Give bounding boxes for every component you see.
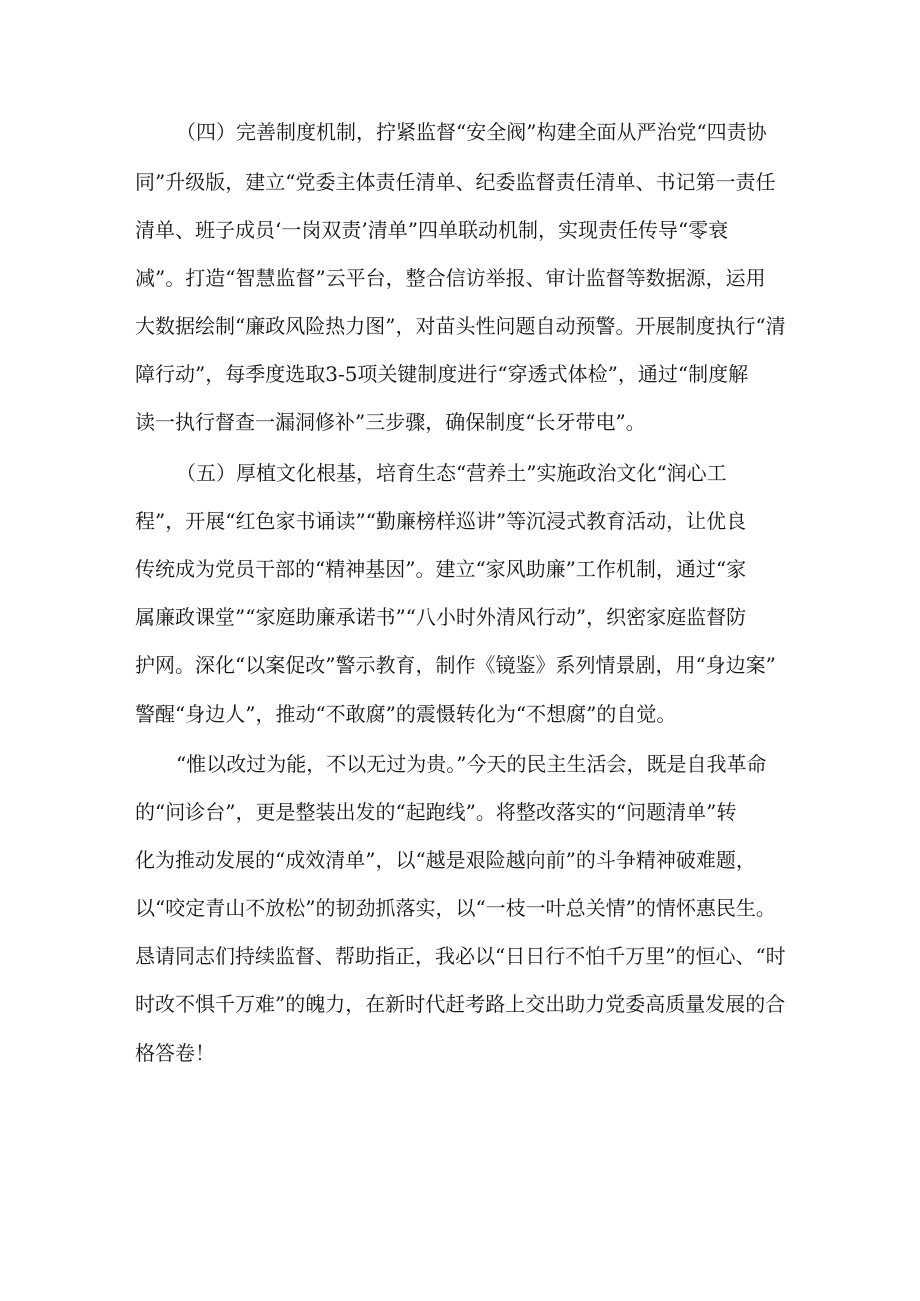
text-line: 程”，开展“红色家书诵读”“勤廉榜样巡讲”等沉浸式教育活动，让优良 [135, 509, 747, 533]
text-line: 同”升级版，建立“党委主体责任清单、纪委监督责任清单、书记第一责任 [135, 170, 776, 194]
text-line: 清单、班子成员‘一岗双责’清单”四单联动机制，实现责任传导“零衰 [135, 218, 729, 242]
text-line: 传统成为党员干部的“精神基因”。建立“家风助廉”工作机制，通过“家 [135, 557, 747, 581]
text-line: （五）厚植文化根基，培育生态“营养土”实施政治文化“润心工 [176, 461, 727, 485]
text-line: 大数据绘制“廉政风险热力图”，对苗头性问题自动预警。开展制度执行“清 [135, 314, 786, 338]
text-line: 的“问诊台”，更是整装出发的“起跑线”。将整改落实的“问题清单”转 [135, 800, 737, 824]
text-line: 恳请同志们持续监督、帮助指正，我必以“日日行不怕千万里”的恒心、“时 [135, 944, 786, 968]
text-line: （四）完善制度机制，拧紧监督“安全阀”构建全面从严治党“四责协 [176, 120, 767, 144]
text-line: 以“咬定青山不放松”的韧劲抓落实，以“一枝一叶总关情”的情怀惠民生。 [135, 896, 776, 920]
text-line: 警醒“身边人”，推动“不敢腐”的震慑转化为“不想腐”的自觉。 [135, 702, 677, 726]
text-line: 化为推动发展的“成效清单”，以“越是艰险越向前”的斗争精神破难题， [135, 848, 756, 872]
text-line: “惟以改过为能，不以无过为贵。”今天的民主生活会，既是自我革命 [176, 752, 767, 776]
text-line: 减”。打造“智慧监督”云平台，整合信访举报、审计监督等数据源，运用 [135, 266, 766, 290]
text-line: 格答卷！ [135, 1041, 215, 1065]
text-line: 护网。深化“以案促改”警示教育，制作《镜鉴》系列情景剧，用“身边案” [135, 653, 776, 677]
text-line: 时改不惧千万难”的魄力，在新时代赶考路上交出助力党委高质量发展的合 [135, 992, 786, 1016]
text-line: 属廉政课堂”“家庭助廉承诺书”“八小时外清风行动”，织密家庭监督防 [135, 605, 747, 629]
text-line: 障行动”，每季度选取3-5项关键制度进行“穿透式体检”，通过“制度解 [135, 362, 749, 386]
text-line: 读一执行督查一漏洞修补”三步骤，确保制度“长牙带电”。 [135, 410, 646, 434]
